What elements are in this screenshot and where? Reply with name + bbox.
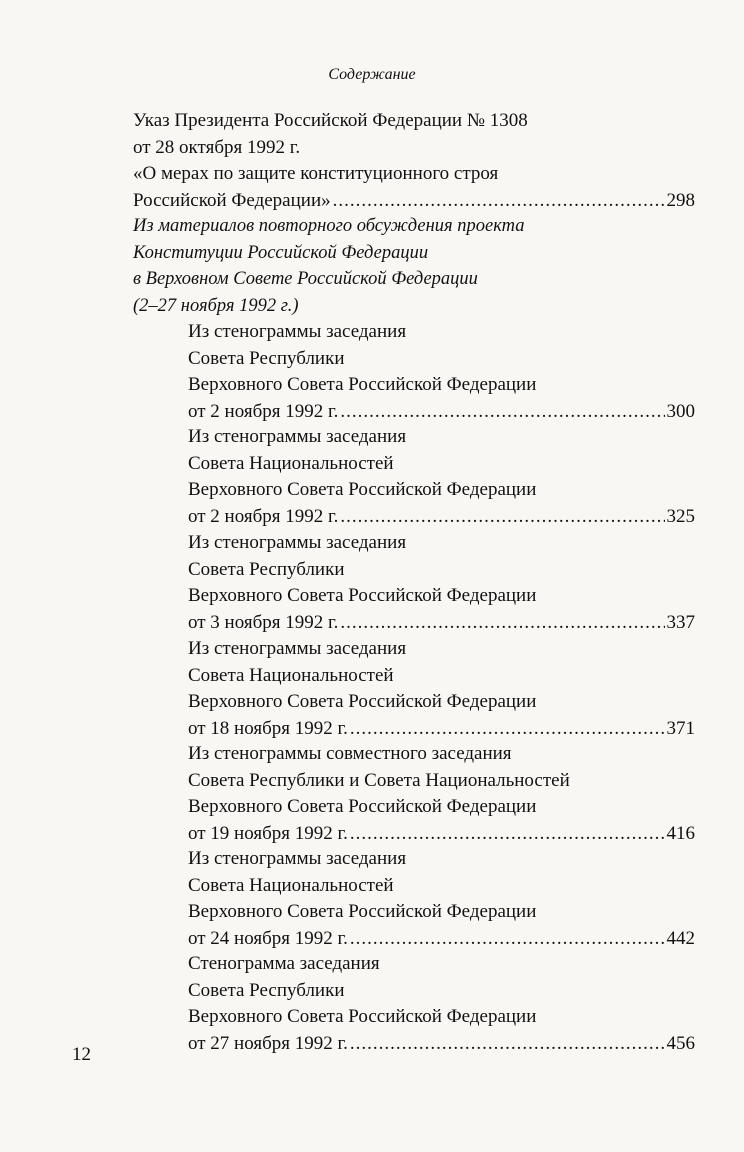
toc-entry-date: от 3 ноября 1992 г. <box>188 611 339 633</box>
toc-line: Из стенограммы заседания <box>188 848 407 869</box>
toc-entry-date: от 18 ноября 1992 г. <box>188 717 348 739</box>
toc-line: Совета Республики <box>188 558 345 580</box>
toc-entry-decree <box>133 108 695 214</box>
toc-line: от 28 октября 1992 г. <box>133 136 301 158</box>
toc-line: Совета Республики и Совета Национальностей <box>188 769 570 791</box>
toc-page-number: 337 <box>666 611 695 633</box>
page-header: Содержание <box>328 66 416 83</box>
toc-last-line <box>188 610 695 637</box>
toc-line: Совета Республики <box>188 347 345 369</box>
toc-page-number: 371 <box>666 717 695 739</box>
section-heading-line: Из материалов повторного обсуждения проекта <box>133 216 525 236</box>
leader-dots <box>333 188 665 215</box>
toc-entry <box>188 846 695 952</box>
toc-last-line <box>133 188 695 215</box>
toc-last-line <box>188 399 695 426</box>
toc-line: Верховного Совета Российской Федерации <box>188 374 537 395</box>
toc-entry <box>188 530 695 636</box>
toc-line: Совета Национальностей <box>188 874 394 896</box>
toc-line: Верховного Совета Российской Федерации <box>188 1006 537 1027</box>
footer-page-number: 12 <box>72 1044 91 1065</box>
toc-entry <box>188 636 695 742</box>
toc-line: Совета Национальностей <box>188 452 394 474</box>
toc-last-line <box>188 504 695 531</box>
toc-page-number: 325 <box>666 505 695 527</box>
toc-entry <box>188 741 695 847</box>
toc-line: Совета Национальностей <box>188 664 394 686</box>
toc-line: Из стенограммы совместного заседания <box>188 743 512 764</box>
leader-dots <box>340 504 664 531</box>
toc-line: Верховного Совета Российской Федерации <box>188 585 537 606</box>
toc-line: «О мерах по защите конституционного строя <box>133 163 499 184</box>
leader-dots <box>350 821 665 848</box>
toc-line: Из стенограммы заседания <box>188 638 407 659</box>
toc-entry-date: Российской Федерации» <box>133 189 331 211</box>
toc-entry <box>188 951 695 1057</box>
section-heading-line: (2–27 ноября 1992 г.) <box>133 295 299 316</box>
toc-line: Из стенограммы заседания <box>188 532 407 553</box>
section-heading-line: в Верховном Совете Российской Федерации <box>133 269 478 289</box>
toc-line: Верховного Совета Российской Федерации <box>188 479 537 500</box>
toc-entry-date: от 2 ноября 1992 г. <box>188 505 339 527</box>
toc-line: Из стенограммы заседания <box>188 321 407 342</box>
toc-line: Совета Республики <box>188 979 345 1001</box>
toc-last-line <box>188 926 695 953</box>
toc-line: Указ Президента Российской Федерации № 1308 <box>133 110 528 131</box>
toc-page-number: 456 <box>666 1032 695 1054</box>
toc-line: Стенограмма заседания <box>188 953 380 974</box>
toc-entry-date: от 27 ноября 1992 г. <box>188 1032 348 1054</box>
leader-dots <box>350 716 665 743</box>
toc-line: Верховного Совета Российской Федерации <box>188 901 537 922</box>
toc-entry-date: от 19 ноября 1992 г. <box>188 822 348 844</box>
leader-dots <box>350 926 665 953</box>
toc-page-number: 300 <box>666 400 695 422</box>
toc-line: Верховного Совета Российской Федерации <box>188 691 537 712</box>
toc-entry <box>188 319 695 425</box>
toc-entry <box>188 424 695 530</box>
leader-dots <box>340 399 664 426</box>
toc-last-line <box>188 716 695 743</box>
toc-page-number: 298 <box>666 189 695 211</box>
toc-page-number: 416 <box>666 822 695 844</box>
toc-entry-date: от 24 ноября 1992 г. <box>188 927 348 949</box>
toc-line: Из стенограммы заседания <box>188 426 407 447</box>
toc-line: Верховного Совета Российской Федерации <box>188 796 537 817</box>
section-heading <box>133 213 613 319</box>
leader-dots <box>340 610 664 637</box>
leader-dots <box>350 1031 665 1058</box>
toc-entry-date: от 2 ноября 1992 г. <box>188 400 339 422</box>
toc-last-line <box>188 821 695 848</box>
section-heading-line: Конституции Российской Федерации <box>133 242 429 263</box>
toc-page-number: 442 <box>666 927 695 949</box>
toc-last-line <box>188 1031 695 1058</box>
